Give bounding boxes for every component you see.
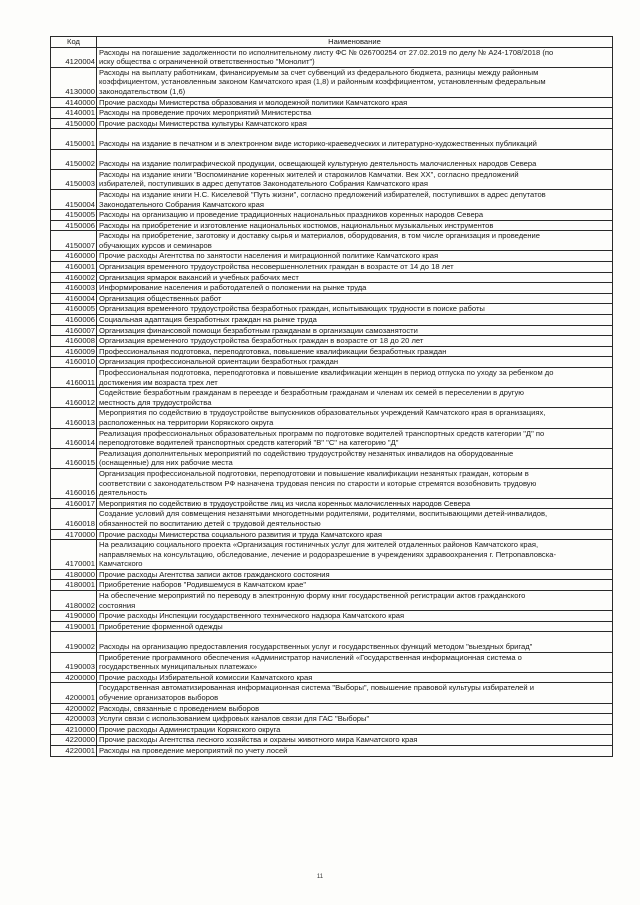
table-row (51, 621, 613, 632)
row-name: Расходы на погашение задолженности по исполнительному листу ФС № 026700254 от 27.02.2019 по делу № А24-1708/2018 (по иску общества с ограниченной ответственностью "Монолит") (97, 47, 613, 67)
row-code: 4160006 (51, 315, 97, 326)
table-row (51, 357, 613, 368)
row-code: 4140000 (51, 97, 97, 108)
table-row (51, 315, 613, 326)
table-row (51, 652, 613, 672)
row-code: 4200003 (51, 714, 97, 725)
row-code: 4160002 (51, 272, 97, 283)
table-row (51, 149, 613, 169)
row-code: 4220000 (51, 735, 97, 746)
row-name: Организация профессиональной ориентации безработных граждан (97, 357, 613, 368)
row-name: Создание условий для совмещения незанятыми многодетными родителями, родителями, воспитывающими детей-инвалидов, обязанностей по воспитанию детей с трудовой деятельностью (97, 509, 613, 529)
table-row (51, 529, 613, 540)
row-name: Расходы на проведение прочих мероприятий Министерства (97, 108, 613, 119)
row-code: 4160005 (51, 304, 97, 315)
table-row (51, 672, 613, 683)
row-code: 4180002 (51, 591, 97, 611)
row-name: Расходы на выплату работникам, финансируемым за счет субвенций из федерального бюджета, разницы между районным коэффициентом, установленным законом Камчатского края (1,8) и районным коэффициентом, установленным федеральным законодательством (1,6) (97, 67, 613, 97)
row-code: 4160018 (51, 509, 97, 529)
table-row (51, 569, 613, 580)
table-row (51, 47, 613, 67)
table-row (51, 611, 613, 622)
table-row (51, 336, 613, 347)
row-code: 4150005 (51, 210, 97, 221)
page-number: 11 (316, 874, 324, 880)
row-code: 4160016 (51, 468, 97, 498)
row-name: Расходы на издание в печатном и в электронном виде историко-краеведческих и литературно-художественных публикаций (97, 129, 613, 149)
row-code: 4160004 (51, 293, 97, 304)
row-code: 4170000 (51, 529, 97, 540)
table-row (51, 262, 613, 273)
row-code: 4180000 (51, 569, 97, 580)
row-name: Услуги связи с использованием цифровых каналов связи для ГАС "Выборы" (97, 714, 613, 725)
table-row (51, 325, 613, 336)
table-row (51, 388, 613, 408)
header-name: Наименование (97, 37, 613, 48)
table-row (51, 703, 613, 714)
row-name: Организация временного трудоустройства безработных граждан, испытывающих трудности в поиске работы (97, 304, 613, 315)
row-name: Прочие расходы Избирательной комиссии Камчатского края (97, 672, 613, 683)
row-name: Прочие расходы Инспекции государственного технического надзора Камчатского края (97, 611, 613, 622)
row-code: 4150007 (51, 231, 97, 251)
table-row (51, 189, 613, 209)
table-row (51, 540, 613, 570)
table-row (51, 210, 613, 221)
row-name: На обеспечение мероприятий по переводу в электронную форму книг государственной регистрации актов гражданского состояния (97, 591, 613, 611)
row-code: 4220001 (51, 745, 97, 756)
row-code: 4190002 (51, 632, 97, 652)
row-name: Расходы на приобретение и изготовление национальных костюмов, национальных музыкальных инструментов (97, 220, 613, 231)
row-code: 4160012 (51, 388, 97, 408)
row-code: 4150002 (51, 149, 97, 169)
row-code: 4210000 (51, 724, 97, 735)
row-name: Организация общественных работ (97, 293, 613, 304)
table-row (51, 67, 613, 97)
row-name: Мероприятия по содействию в трудоустройстве выпускников образовательных учреждений Камчатского края в организациях, расположенных на территории Корякского округа (97, 408, 613, 428)
row-code: 4200000 (51, 672, 97, 683)
row-name: Организация ярмарок вакансий и учебных рабочих мест (97, 272, 613, 283)
table-row (51, 251, 613, 262)
table-row (51, 220, 613, 231)
row-name: Профессиональная подготовка, переподготовка, повышение квалификации безработных граждан (97, 346, 613, 357)
row-name: Расходы на организацию предоставления государственных услуг и государственных функций методом "выездных бригад" (97, 632, 613, 652)
table-row (51, 428, 613, 448)
row-code: 4160014 (51, 428, 97, 448)
row-code: 4170001 (51, 540, 97, 570)
row-name: Информирование населения и работодателей о положении на рынке труда (97, 283, 613, 294)
row-name: Прочие расходы Агентства записи актов гражданского состояния (97, 569, 613, 580)
table-row (51, 129, 613, 149)
row-name: На реализацию социального проекта «Организация гостиничных услуг для жителей отдаленных районов Камчатского края, направляемых на консультацию, обследование, лечение и родоразрешение в учреждениях здравоохранения г. Петропавловска- Камчатского (97, 540, 613, 570)
table-row (51, 118, 613, 129)
row-code: 4160001 (51, 262, 97, 273)
row-code: 4160000 (51, 251, 97, 262)
row-name: Прочие расходы Министерства культуры Камчатского края (97, 118, 613, 129)
table-row (51, 580, 613, 591)
row-name: Реализация профессиональных образовательных программ по подготовке водителей транспортных средств категории "Д" по переподготовке водителей транспортных средств категорий "В" "С" на категорию "Д" (97, 428, 613, 448)
table-row (51, 231, 613, 251)
table-row (51, 448, 613, 468)
header-code: Код (51, 37, 97, 48)
row-code: 4160007 (51, 325, 97, 336)
row-name: Расходы, связанные с проведением выборов (97, 703, 613, 714)
table-row (51, 283, 613, 294)
row-name: Расходы на издание книги Н.С. Киселевой "Путь жизни", согласно предложений избирателей, поступивших в адрес депутатов Законодательного Собрания Камчатского края (97, 189, 613, 209)
table-row (51, 745, 613, 756)
row-code: 4190000 (51, 611, 97, 622)
row-code: 4150003 (51, 169, 97, 189)
table-row (51, 272, 613, 283)
row-name: Прочие расходы Администрации Корякского округа (97, 724, 613, 735)
row-name: Организация временного трудоустройства несовершеннолетних граждан в возрасте от 14 до 18 лет (97, 262, 613, 273)
row-name: Содействие безработным гражданам в переезде и безработным гражданам и членам их семей в переселении в другую местность для трудоустройства (97, 388, 613, 408)
row-code: 4160010 (51, 357, 97, 368)
table-row (51, 498, 613, 509)
row-code: 4190003 (51, 652, 97, 672)
row-code: 4150006 (51, 220, 97, 231)
row-name: Приобретение форменной одежды (97, 621, 613, 632)
table-row (51, 293, 613, 304)
row-code: 4160003 (51, 283, 97, 294)
row-name: Социальная адаптация безработных граждан на рынке труда (97, 315, 613, 326)
row-name: Организация профессиональной подготовки, переподготовки и повышение квалификации незанятых граждан, которым в соответствии с законодательством РФ назначена трудовая пенсия по старости и которые стремятся возобновить трудовую деятельность (97, 468, 613, 498)
table-row (51, 509, 613, 529)
table-row (51, 169, 613, 189)
table-row (51, 304, 613, 315)
row-name: Приобретение наборов "Родившемуся в Камчатском крае" (97, 580, 613, 591)
row-name: Расходы на издание книги "Воспоминание коренных жителей и старожилов Камчатки. Век XX", согласно предложений избирателей, поступивших в адрес депутатов Законодательного Собрания Камчатского края (97, 169, 613, 189)
row-name: Организация финансовой помощи безработным гражданам в организации самозанятости (97, 325, 613, 336)
table-body (51, 47, 613, 756)
row-name: Расходы на проведение мероприятий по учету лосей (97, 745, 613, 756)
table-row (51, 632, 613, 652)
row-name: Мероприятия по содействию в трудоустройстве лиц из числа коренных малочисленных народов Севера (97, 498, 613, 509)
row-code: 4120004 (51, 47, 97, 67)
row-code: 4160015 (51, 448, 97, 468)
row-code: 4140001 (51, 108, 97, 119)
table-row (51, 468, 613, 498)
table-row (51, 108, 613, 119)
row-name: Расходы на организацию и проведение традиционных национальных праздников коренных народов Севера (97, 210, 613, 221)
row-code: 4160008 (51, 336, 97, 347)
row-name: Расходы на издание полиграфической продукции, освещающей культурную деятельность малочисленных народов Севера (97, 149, 613, 169)
row-name: Реализация дополнительных мероприятий по содействию трудоустройству незанятых инвалидов на оборудованные (оснащенные) для них рабочие места (97, 448, 613, 468)
row-name: Прочие расходы Министерства социального развития и труда Камчатского края (97, 529, 613, 540)
table-row (51, 683, 613, 703)
row-code: 4200002 (51, 703, 97, 714)
table-row (51, 591, 613, 611)
table-row (51, 724, 613, 735)
row-name: Профессиональная подготовка, переподготовка и повышение квалификации женщин в период отпуска по уходу за ребенком до достижения им возраста трех лет (97, 368, 613, 388)
table-row (51, 735, 613, 746)
row-name: Организация временного трудоустройства безработных граждан в возрасте от 18 до 20 лет (97, 336, 613, 347)
row-code: 4190001 (51, 621, 97, 632)
row-name: Прочие расходы Агентства по занятости населения и миграционной политике Камчатского края (97, 251, 613, 262)
row-name: Прочие расходы Министерства образования и молодежной политики Камчатского края (97, 97, 613, 108)
row-code: 4200001 (51, 683, 97, 703)
table-row (51, 714, 613, 725)
row-code: 4150001 (51, 129, 97, 149)
row-code: 4180001 (51, 580, 97, 591)
row-code: 4150000 (51, 118, 97, 129)
table-header-row (51, 37, 613, 48)
row-name: Расходы на приобретение, заготовку и доставку сырья и материалов, оборудования, в том числе организация и проведение обучающих курсов и семинаров (97, 231, 613, 251)
row-name: Прочие расходы Агентства лесного хозяйства и охраны животного мира Камчатского края (97, 735, 613, 746)
row-code: 4160017 (51, 498, 97, 509)
row-code: 4130000 (51, 67, 97, 97)
table-row (51, 346, 613, 357)
row-code: 4160009 (51, 346, 97, 357)
table-row (51, 368, 613, 388)
row-name: Государственная автоматизированная информационная система "Выборы", повышение правовой культуры избирателей и обучение организаторов выборов (97, 683, 613, 703)
table-row (51, 408, 613, 428)
row-name: Приобретение программного обеспечения «Администратор начислений «Государственная информационная система о государственных муниципальных платежах» (97, 652, 613, 672)
row-code: 4160013 (51, 408, 97, 428)
row-code: 4150004 (51, 189, 97, 209)
table-row (51, 97, 613, 108)
row-code: 4160011 (51, 368, 97, 388)
budget-codes-table (50, 36, 613, 757)
